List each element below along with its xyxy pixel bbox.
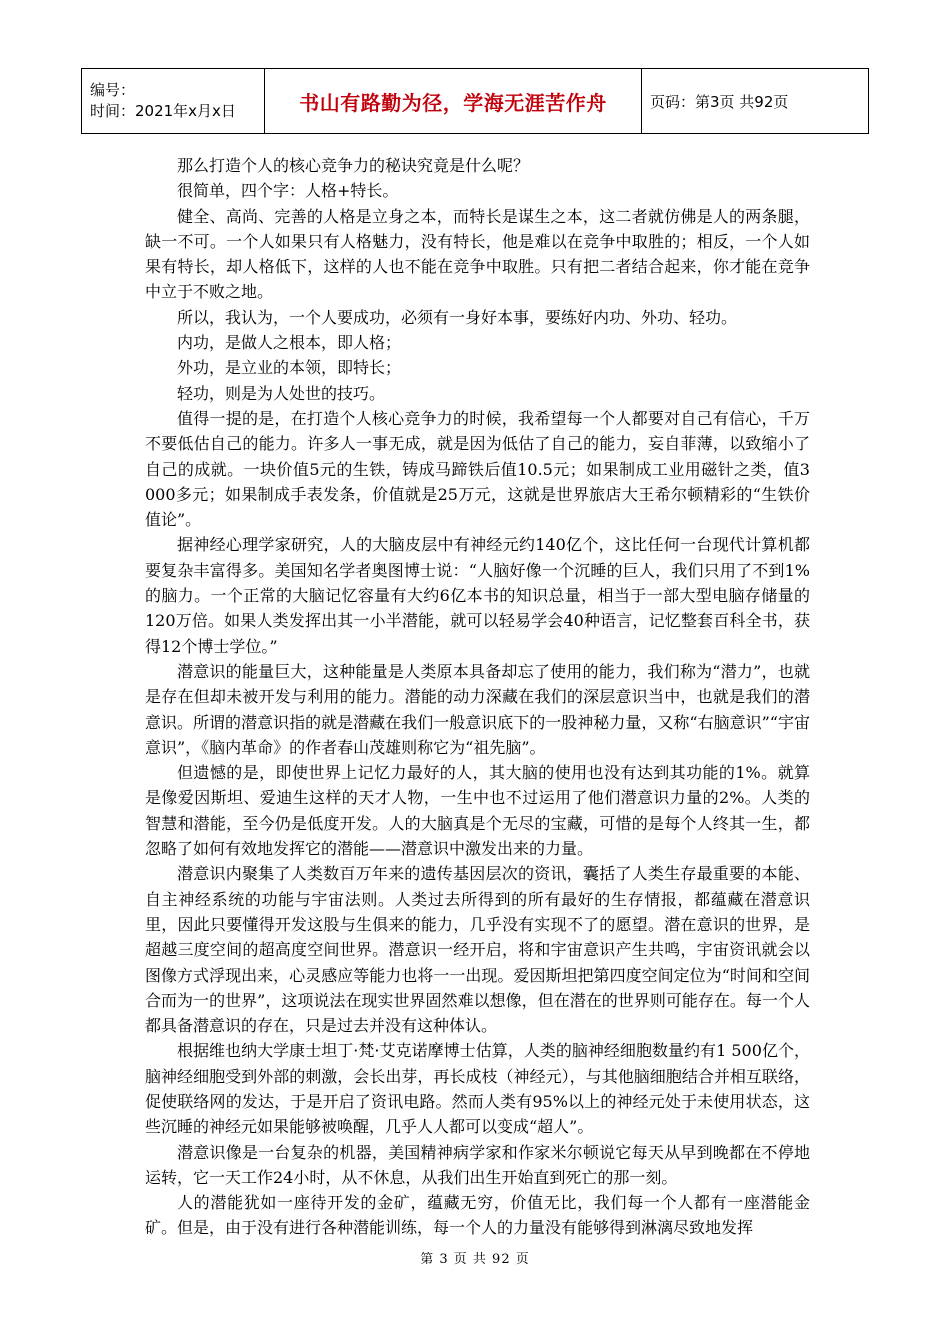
header-meta-cell	[82, 69, 265, 134]
paragraph: 人的潜能犹如一座待开发的金矿，蕴藏无穷，价值无比，我们每一个人都有一座潜能金矿。但是，由于没有进行各种潜能训练，每一个人的力量没有能够得到淋漓尽致地发挥	[145, 1193, 810, 1238]
document-body	[145, 153, 810, 1241]
header-page-info: 页码：第3页 共92页	[642, 69, 869, 134]
paragraph: 但遗憾的是，即使世界上记忆力最好的人，其大脑的使用也没有达到其功能的1%。就算是像爱因斯坦、爱迪生这样的天才人物，一生中也不过运用了他们潜意识力量的2%。人类的智慧和潜能，至今仍是低度开发。人的大脑真是个无尽的宝藏，可惜的是每个人终其一生，都忽略了如何有效地发挥它的潜能——潜意识中激发出来的力量。	[145, 763, 810, 859]
paragraph: 轻功，则是为人处世的技巧。	[177, 383, 386, 403]
paragraph: 外功，是立业的本领，即特长；	[177, 358, 402, 378]
paragraph: 据神经心理学家研究，人的大脑皮层中有神经元约140亿个，这比任何一台现代计算机都要复杂丰富得多。美国知名学者奥图博士说：“人脑好像一个沉睡的巨人，我们只用了不到1%的脑力。一个正常的大脑记忆容量有大约6亿本书的知识总量，相当于一部大型电脑存储量的120万倍。如果人类发挥出其一小半潜能，就可以轻易学会40种语言，记忆整套百科全书，获得12个博士学位。”	[145, 535, 810, 656]
paragraph: 潜意识像是一台复杂的机器，美国精神病学家和作家米尔顿说它每天从早到晚都在不停地运转，它一天工作24小时，从不休息，从我们出生开始直到死亡的那一刻。	[145, 1142, 810, 1187]
paragraph: 根据维也纳大学康士坦丁·梵·艾克诺摩博士估算，人类的脑神经细胞数量约有1 500亿个，脑神经细胞受到外部的刺激，会长出芽，再长成枝（神经元），与其他脑细胞结合并相互联络，促使联络网的发达，于是开启了资讯电路。然而人类有95%以上的神经元处于未使用状态，这些沉睡的神经元如果能够被唤醒，几乎人人都可以变成“超人”。	[145, 1041, 810, 1137]
paragraph: 内功，是做人之根本，即人格；	[177, 333, 402, 353]
paragraph: 健全、高尚、完善的人格是立身之本，而特长是谋生之本，这二者就仿佛是人的两条腿，缺一不可。一个人如果只有人格魅力，没有特长，他是难以在竞争中取胜的；相反，一个人如果有特长，却人格低下，这样的人也不能在竞争中取胜。只有把二者结合起来，你才能在竞争中立于不败之地。	[145, 206, 810, 302]
paragraph: 那么打造个人的核心竞争力的秘诀究竟是什么呢？	[177, 156, 530, 175]
paragraph: 很简单，四个字：人格+特长。	[177, 181, 399, 201]
page-footer: 第 3 页 共 92 页	[420, 1252, 530, 1267]
paragraph: 所以，我认为，一个人要成功，必须有一身好本事，要练好内功、外功、轻功。	[177, 307, 738, 327]
header-motto: 书山有路勤为径，学海无涯苦作舟	[265, 69, 642, 134]
document-date: 时间：2021年x月x日	[90, 102, 236, 120]
document-header	[81, 68, 869, 134]
paragraph: 潜意识内聚集了人类数百万年来的遗传基因层次的资讯，囊括了人类生存最重要的本能、自主神经系统的功能与宇宙法则。人类过去所得到的所有最好的生存情报，都蕴藏在潜意识里，因此只要懂得开发这股与生俱来的能力，几乎没有实现不了的愿望。潜在意识的世界，是超越三度空间的超高度空间世界。潜意识一经开启，将和宇宙意识产生共鸣，宇宙资讯就会以图像方式浮现出来，心灵感应等能力也将一一出现。爱因斯坦把第四度空间定位为“时间和空间合而为一的世界”，这项说法在现实世界固然难以想像，但在潜在的世界则可能存在。每一个人都具备潜意识的存在，只是过去并没有这种体认。	[145, 864, 810, 1036]
paragraph: 值得一提的是，在打造个人核心竞争力的时候，我希望每一个人都要对自己有信心，千万不要低估自己的能力。许多人一事无成，就是因为低估了自己的能力，妄自菲薄，以致缩小了自己的成就。一块价值5元的生铁，铸成马蹄铁后值10.5元；如果制成工业用磁针之类，值3 000多元；如果制成手表发条，价值就是25万元，这就是世界旅店大王希尔顿精彩的“生铁价值论”。	[145, 408, 810, 530]
paragraph: 潜意识的能量巨大，这种能量是人类原本具备却忘了使用的能力，我们称为“潜力”，也就是存在但却未被开发与利用的能力。潜能的动力深藏在我们的深层意识当中，也就是我们的潜意识。所谓的潜意识指的就是潜藏在我们一般意识底下的一股神秘力量，又称“右脑意识”“宇宙意识”，《脑内革命》的作者春山茂雄则称它为“祖先脑”。	[145, 661, 810, 757]
document-number-label: 编号：	[90, 81, 136, 99]
